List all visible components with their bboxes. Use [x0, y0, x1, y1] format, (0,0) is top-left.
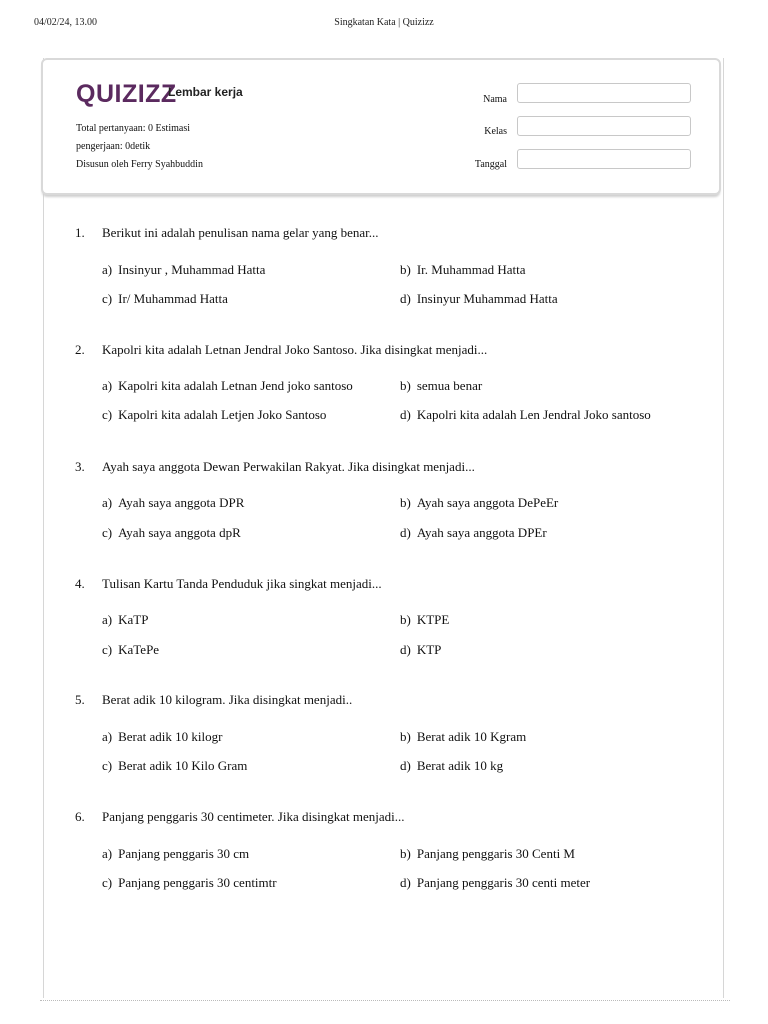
option-letter: c) [102, 407, 113, 422]
date-label: Tanggal [474, 159, 507, 170]
meta-author: Disusun oleh Ferry Syahbuddin [76, 159, 203, 170]
option-a [102, 378, 353, 394]
option-d [400, 291, 558, 307]
option-letter: c) [102, 525, 113, 540]
option-letter: b) [400, 729, 411, 744]
option-letter: d) [400, 525, 411, 540]
meta-total-questions: Total pertanyaan: 0 Estimasi [76, 123, 190, 134]
option-letter: c) [102, 758, 113, 773]
option-c [102, 758, 247, 774]
option-text: Kapolri kita adalah Letjen Joko Santoso [118, 407, 327, 422]
print-title: Singkatan Kata | Quizizz [334, 17, 434, 28]
question-number: 5. [75, 692, 85, 707]
question-text: Berikut ini adalah penulisan nama gelar yang benar... [102, 225, 379, 240]
option-text: Ayah saya anggota DePeEr [416, 495, 559, 510]
option-letter: d) [400, 758, 411, 773]
option-text: Ayah saya anggota DPEr [416, 525, 547, 540]
question-number: 2. [75, 342, 85, 357]
quizizz-logo: QUIZIZZ [76, 80, 177, 108]
option-c [102, 525, 241, 541]
option-d [400, 642, 441, 658]
class-field[interactable] [517, 116, 691, 136]
option-letter: d) [400, 291, 411, 306]
page-footer-divider [40, 1000, 730, 1005]
option-letter: d) [400, 642, 411, 657]
option-d [400, 875, 590, 891]
option-text: Panjang penggaris 30 centi meter [416, 875, 591, 890]
option-d [400, 758, 503, 774]
option-text: Kapolri kita adalah Len Jendral Joko santoso [416, 407, 651, 422]
print-date: 04/02/24, 13.00 [34, 17, 98, 28]
option-b [400, 495, 558, 511]
option-d [400, 525, 547, 541]
option-text: Berat adik 10 kilogr [118, 729, 223, 744]
question-number: 4. [75, 576, 85, 591]
option-letter: b) [400, 378, 411, 393]
option-letter: a) [102, 378, 113, 393]
option-text: KTPE [416, 612, 450, 627]
option-letter: d) [400, 875, 411, 890]
option-letter: a) [102, 729, 113, 744]
option-c [102, 642, 159, 658]
option-letter: c) [102, 642, 113, 657]
option-text: KaTePe [118, 642, 160, 657]
option-text: Ir. Muhammad Hatta [416, 262, 526, 277]
question-number: 1. [75, 225, 85, 240]
option-a [102, 612, 148, 628]
option-text: Insinyur Muhammad Hatta [416, 291, 558, 306]
option-d [400, 407, 651, 423]
option-text: Berat adik 10 kg [416, 758, 504, 773]
option-text: Ayah saya anggota dpR [118, 525, 241, 540]
meta-duration: pengerjaan: 0detik [76, 141, 151, 152]
print-header [0, 17, 768, 31]
option-b [400, 612, 449, 628]
question-text: Ayah saya anggota Dewan Perwakilan Rakyat. Jika disingkat menjadi... [102, 459, 475, 474]
option-letter: b) [400, 262, 411, 277]
name-field[interactable] [517, 83, 691, 103]
option-text: Panjang penggaris 30 cm [118, 846, 250, 861]
name-label: Nama [483, 94, 507, 105]
option-text: Ir/ Muhammad Hatta [118, 291, 228, 306]
option-letter: a) [102, 846, 113, 861]
option-letter: a) [102, 262, 113, 277]
option-text: KaTP [118, 612, 149, 627]
option-text: Panjang penggaris 30 Centi M [416, 846, 575, 861]
option-a [102, 729, 222, 745]
option-text: semua benar [416, 378, 483, 393]
question-number: 3. [75, 459, 85, 474]
class-label: Kelas [484, 126, 507, 137]
option-letter: b) [400, 846, 411, 861]
option-letter: a) [102, 495, 113, 510]
question-text: Berat adik 10 kilogram. Jika disingkat menjadi.. [102, 692, 353, 707]
option-text: Berat adik 10 Kgram [416, 729, 527, 744]
date-field[interactable] [517, 149, 691, 169]
question-text: Panjang penggaris 30 centimeter. Jika disingkat menjadi... [102, 809, 405, 824]
option-letter: d) [400, 407, 411, 422]
option-b [400, 378, 482, 394]
worksheet-header-card [41, 58, 721, 195]
option-letter: c) [102, 875, 113, 890]
option-text: KTP [416, 642, 442, 657]
option-c [102, 291, 228, 307]
option-text: Insinyur , Muhammad Hatta [118, 262, 266, 277]
option-c [102, 407, 326, 423]
option-a [102, 495, 244, 511]
option-text: Berat adik 10 Kilo Gram [118, 758, 248, 773]
option-text: Ayah saya anggota DPR [118, 495, 245, 510]
option-a [102, 262, 265, 278]
option-letter: b) [400, 495, 411, 510]
option-letter: b) [400, 612, 411, 627]
option-b [400, 262, 526, 278]
option-letter: a) [102, 612, 113, 627]
question-number: 6. [75, 809, 85, 824]
question-text: Tulisan Kartu Tanda Penduduk jika singkat menjadi... [102, 576, 382, 591]
worksheet-label: Lembar kerja [168, 85, 243, 99]
option-text: Kapolri kita adalah Letnan Jend joko santoso [118, 378, 353, 393]
option-a [102, 846, 249, 862]
option-b [400, 846, 575, 862]
question-text: Kapolri kita adalah Letnan Jendral Joko Santoso. Jika disingkat menjadi... [102, 342, 488, 357]
option-letter: c) [102, 291, 113, 306]
option-text: Panjang penggaris 30 centimtr [118, 875, 277, 890]
option-c [102, 875, 277, 891]
option-b [400, 729, 526, 745]
